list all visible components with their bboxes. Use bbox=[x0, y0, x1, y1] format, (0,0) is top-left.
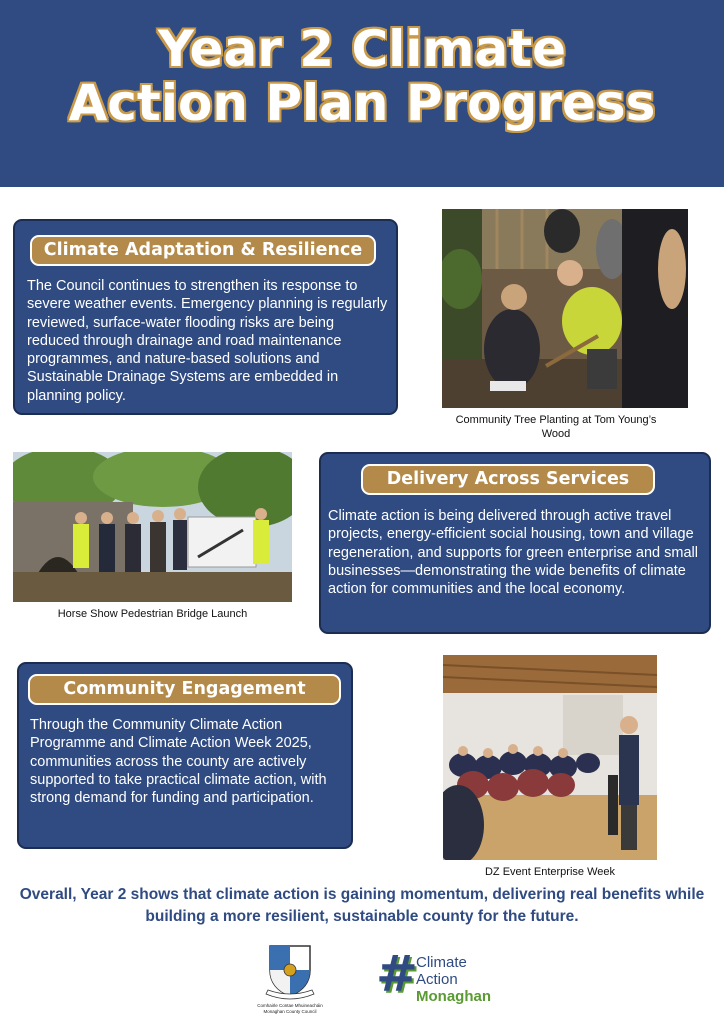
climate-action-monaghan-logo bbox=[376, 945, 516, 1008]
council-logo bbox=[257, 940, 323, 1018]
page-title bbox=[0, 22, 724, 130]
tree-planting-photo bbox=[442, 209, 688, 408]
dz-event-caption: DZ Event Enterprise Week bbox=[484, 866, 615, 878]
dz-event-photo bbox=[443, 655, 657, 860]
bridge-launch-image bbox=[13, 452, 292, 602]
council-name-english: Monaghan County Council bbox=[263, 1009, 317, 1014]
delivery-body: Climate action is being delivered through active travel projects, energy-efficient social housing, town and village regeneration, and supports for green enterprise and small businesses—demonstrating the wide benefits of climate action for communities and the local economy. bbox=[328, 508, 698, 598]
adaptation-body: The Council continues to strengthen its response to severe weather events. Emergency planning is regularly reviewed, surface-water flooding risks are being reduced through drainage and road maintenance programmes, and nature-based solutions and Sustainable Drainage Systems are embedded in planning policy. bbox=[27, 278, 388, 404]
bridge-launch-caption: Horse Show Pedestrian Bridge Launch bbox=[57, 608, 248, 620]
dz-event-image bbox=[443, 655, 657, 860]
logo-word-monaghan: Monaghan bbox=[416, 988, 491, 1005]
tree-planting-image bbox=[442, 209, 688, 408]
adaptation-heading: Climate Adaptation & Resilience bbox=[30, 235, 376, 266]
logo-word-action: Action bbox=[416, 971, 458, 988]
header-banner bbox=[0, 0, 724, 187]
logo-word-climate: Climate bbox=[416, 954, 467, 971]
community-heading: Community Engagement bbox=[28, 674, 341, 705]
hashtag-icon: # bbox=[376, 945, 418, 1003]
coat-of-arms-icon bbox=[260, 940, 320, 1002]
community-body: Through the Community Climate Action Programme and Climate Action Week 2025, communities across the county are actively supported to take practical climate action, with strong demand for funding and participation. bbox=[30, 717, 327, 807]
summary-text: Overall, Year 2 shows that climate action is gaining momentum, delivering real benefits while building a more resilient, sustainable county for the future. bbox=[19, 886, 705, 925]
tree-planting-caption: Community Tree Planting at Tom Young’s Wood bbox=[455, 414, 657, 440]
title-line-1: Year 2 Climate bbox=[157, 20, 567, 78]
council-name-irish: Comhairle Contae Mhuineacháin bbox=[257, 1003, 323, 1008]
bridge-launch-photo bbox=[13, 452, 292, 602]
delivery-heading: Delivery Across Services bbox=[361, 464, 655, 495]
title-line-2: Action Plan Progress bbox=[68, 74, 656, 132]
